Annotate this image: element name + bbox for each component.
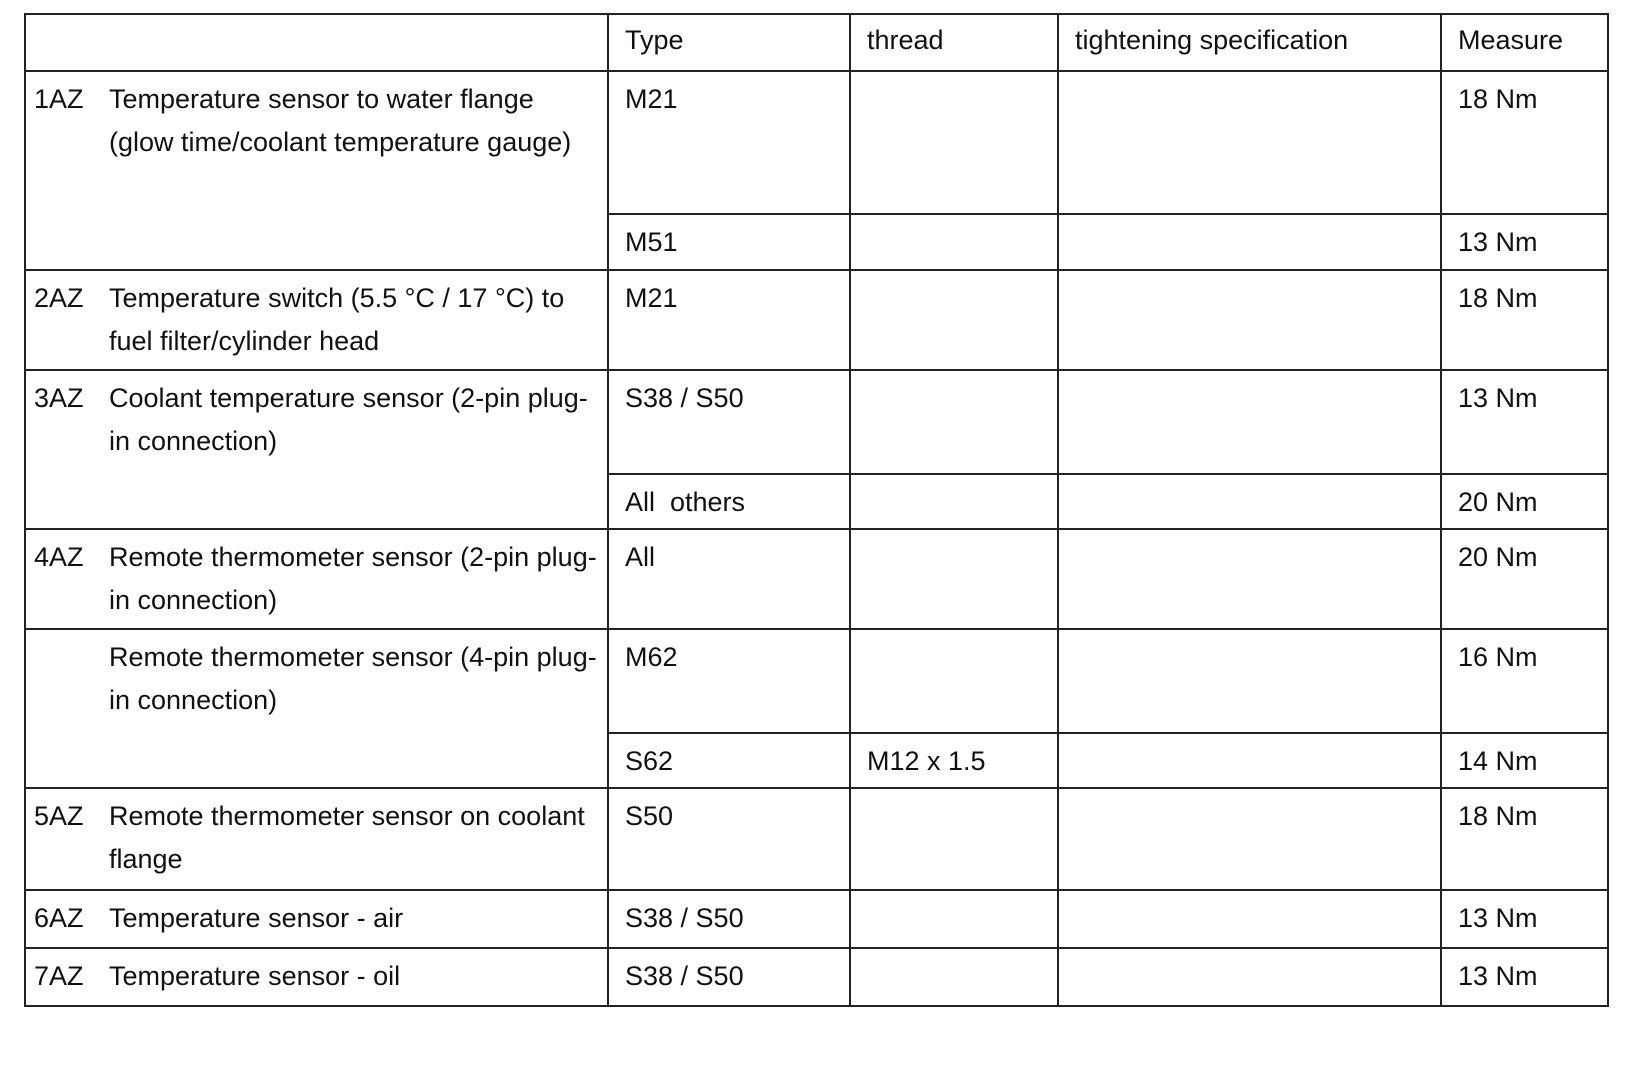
thread-cell (850, 71, 1058, 214)
item-code: 6AZ (34, 903, 84, 933)
item-description: Remote thermometer sensor (4-pin plug-in connection) (109, 642, 597, 715)
tightening-cell (1058, 71, 1441, 214)
measure-cell: 13 Nm (1441, 214, 1608, 270)
type-cell: S38 / S50 (608, 370, 850, 474)
table-row (25, 629, 1608, 733)
type-cell: M62 (608, 629, 850, 733)
header-description (25, 14, 608, 71)
thread-cell (850, 214, 1058, 270)
item-description: Remote thermometer sensor on coolant flange (109, 801, 585, 874)
header-thread: thread (850, 14, 1058, 71)
item-code: 3AZ (34, 383, 84, 413)
header-measure: Measure (1441, 14, 1608, 71)
torque-spec-table (24, 13, 1609, 1007)
header-tightening-specification: tightening specification (1058, 14, 1441, 71)
thread-cell (850, 474, 1058, 529)
item-description: Coolant temperature sensor (2-pin plug-in connection) (109, 383, 588, 456)
table-row (25, 529, 1608, 629)
thread-cell (850, 629, 1058, 733)
thread-cell (850, 270, 1058, 370)
item-code: 4AZ (34, 542, 84, 572)
type-cell: All (608, 529, 850, 629)
measure-cell: 14 Nm (1441, 733, 1608, 788)
description-cell (25, 890, 608, 948)
table-row (25, 270, 1608, 370)
table-row (25, 71, 1608, 214)
measure-cell: 13 Nm (1441, 948, 1608, 1006)
tightening-cell (1058, 788, 1441, 890)
tightening-cell (1058, 629, 1441, 733)
tightening-cell (1058, 474, 1441, 529)
description-cell (25, 529, 608, 629)
type-cell: S38 / S50 (608, 948, 850, 1006)
description-cell (25, 629, 608, 788)
item-description: Temperature sensor - air (109, 903, 404, 933)
tightening-cell (1058, 948, 1441, 1006)
header-type: Type (608, 14, 850, 71)
item-code (34, 636, 109, 722)
thread-cell (850, 890, 1058, 948)
header-row (25, 14, 1608, 71)
description-cell (25, 370, 608, 529)
type-cell: S62 (608, 733, 850, 788)
thread-cell (850, 788, 1058, 890)
measure-cell: 20 Nm (1441, 529, 1608, 629)
type-cell: M21 (608, 270, 850, 370)
thread-cell (850, 948, 1058, 1006)
item-description: Remote thermometer sensor (2-pin plug-in connection) (109, 542, 597, 615)
item-description: Temperature sensor - oil (109, 961, 401, 991)
item-code: 5AZ (34, 801, 84, 831)
measure-cell: 18 Nm (1441, 788, 1608, 890)
type-cell: S50 (608, 788, 850, 890)
measure-cell: 13 Nm (1441, 890, 1608, 948)
tightening-cell (1058, 890, 1441, 948)
tightening-cell (1058, 370, 1441, 474)
measure-cell: 13 Nm (1441, 370, 1608, 474)
description-cell (25, 788, 608, 890)
description-cell (25, 270, 608, 370)
description-cell (25, 71, 608, 270)
tightening-cell (1058, 733, 1441, 788)
type-cell: All others (608, 474, 850, 529)
description-cell (25, 948, 608, 1006)
table-row (25, 890, 1608, 948)
tightening-cell (1058, 529, 1441, 629)
type-cell: S38 / S50 (608, 890, 850, 948)
measure-cell: 16 Nm (1441, 629, 1608, 733)
tightening-cell (1058, 214, 1441, 270)
table-row (25, 788, 1608, 890)
measure-cell: 20 Nm (1441, 474, 1608, 529)
table-row (25, 370, 1608, 474)
item-description: Temperature sensor to water flange (glow time/coolant temperature gauge) (109, 84, 572, 157)
thread-cell (850, 370, 1058, 474)
type-cell: M51 (608, 214, 850, 270)
type-cell: M21 (608, 71, 850, 214)
measure-cell: 18 Nm (1441, 270, 1608, 370)
table-row (25, 948, 1608, 1006)
thread-cell: M12 x 1.5 (850, 733, 1058, 788)
item-code: 7AZ (34, 961, 84, 991)
item-code: 1AZ (34, 84, 84, 114)
measure-cell: 18 Nm (1441, 71, 1608, 214)
item-code: 2AZ (34, 283, 84, 313)
tightening-cell (1058, 270, 1441, 370)
thread-cell (850, 529, 1058, 629)
item-description: Temperature switch (5.5 °C / 17 °C) to fuel filter/cylinder head (109, 283, 565, 356)
